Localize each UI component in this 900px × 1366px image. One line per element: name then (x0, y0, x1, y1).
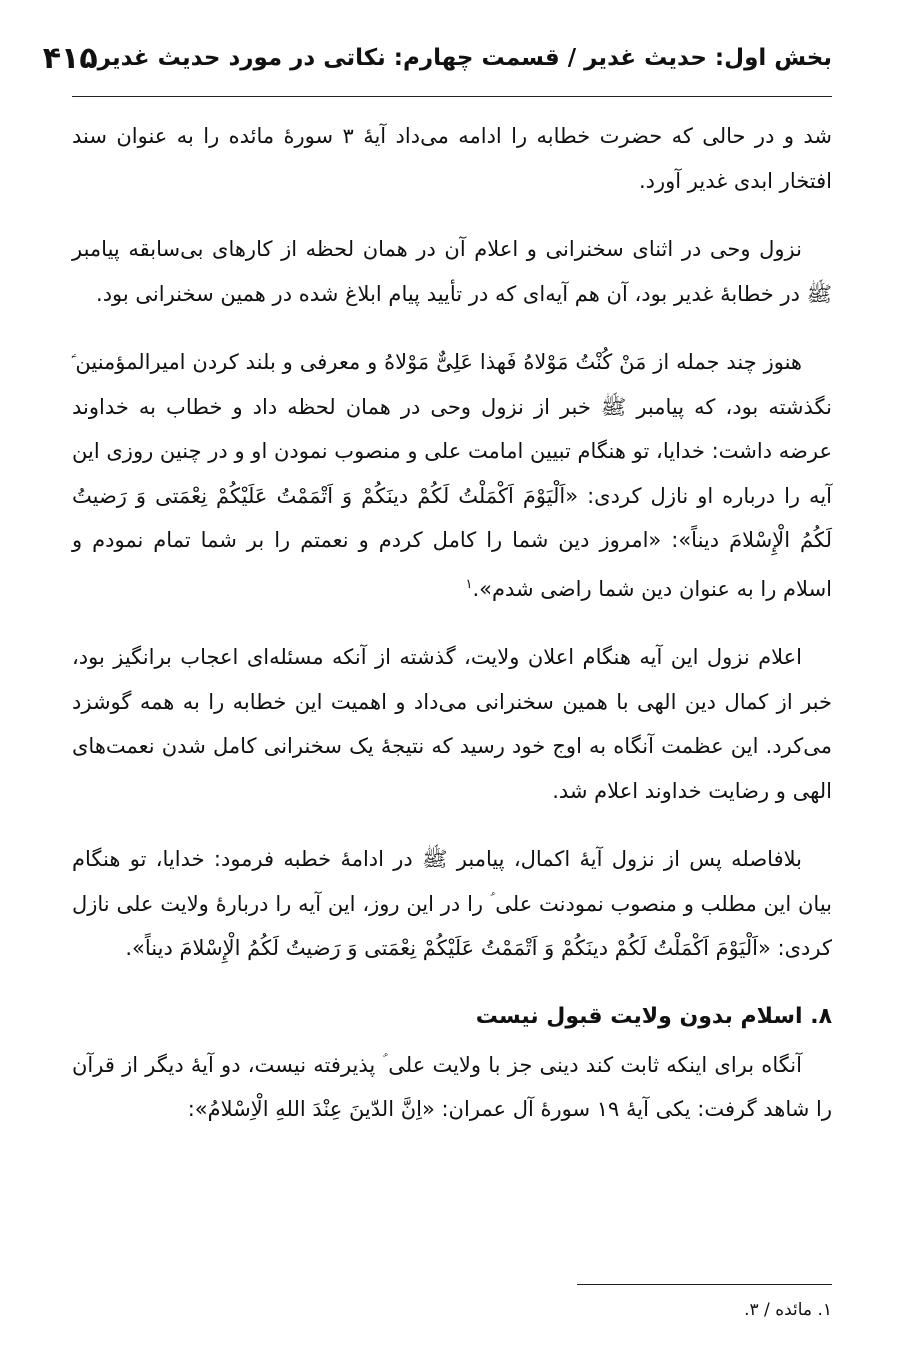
paragraph-2: نزول وحی در اثنای سخنرانی و اعلام آن در همان لحظه از کارهای بی‌سابقه پیامبر ﷺ در خطابۀ غدیر بود، آن هم آیه‌ای که در تأیید پیام ابلاغ شده در همین سخنرانی بود. (72, 237, 832, 306)
paragraph-4: اعلام نزول این آیه هنگام اعلان ولایت، گذشته از آنکه مسئله‌ای اعجاب برانگیز بود، خبر از کمال دین الهی با همین سخنرانی می‌داد و اهمیت این خطابه را به همه گوشزد می‌کرد. این عظمت آنگاه به اوج خود رسید که نتیجۀ یک سخنرانی کامل شدن نعمت‌های الهی و رضایت خداوند اعلام شد. (72, 645, 832, 803)
book-page (42, 0, 832, 1366)
paragraph-5: بلافاصله پس از نزول آیۀ اکمال، پیامبر ﷺ در ادامۀ خطبه فرمود: خدایا، تو هنگام بیان این مطلب و منصوب نمودنت علی ؑ را در این روز، این آیه را دربارۀ ولایت علی نازل کردی: «اَلْیَوْمَ اَکْمَلْتُ لَکُمْ دینَکُمْ وَ اَتْمَمْتُ عَلَیْکُمْ نِعْمَتی وَ رَضیتُ لَکُمُ الْإِسْلامَ دیناً». (72, 847, 832, 960)
section-paragraph: آنگاه برای اینکه ثابت کند دینی جز با ولایت علی ؑ پذیرفته نیست، دو آیۀ دیگر از قرآن را شاهد گرفت: یکی آیۀ ۱۹ سورۀ آل عمران: «اِنَّ الدّینَ عِنْدَ اللهِ الْاِسْلامُ»: (72, 1052, 832, 1121)
paragraph-3 (72, 340, 832, 611)
footnote-marker: ۱ (465, 576, 473, 592)
paragraph-1: شد و در حالی که حضرت خطابه را ادامه می‌داد آیۀ ۳ سورۀ مائده را به عنوان سند افتخار ابدی غدیر آورد. (72, 124, 832, 193)
page-body (72, 114, 832, 1156)
footnote: ۱. مائده / ۳. (744, 1300, 832, 1320)
section-heading: ۸. اسلام بدون ولایت قبول نیست (475, 1003, 832, 1029)
page-header (42, 38, 832, 78)
footnote-rule (577, 1284, 832, 1285)
running-title: بخش اول: حدیث غدیر / قسمت چهارم: نکاتی در مورد حدیث غدیر (97, 45, 832, 71)
header-rule (72, 96, 832, 97)
page-number: ۴۱۵ (42, 40, 98, 76)
paragraph-3-text: هنوز چند جمله از مَنْ کُنْتُ مَوْلاهُ فَهذا عَلِیٌّ مَوْلاهُ و معرفی و بلند کردن امیرالمؤمنین ؑ نگذشته بود، که پیامبر ﷺ خبر از نزول وحی در همان لحظه داد و خطاب به خداوند عرضه داشت: خدایا، تو هنگام تبیین امامت علی و منصوب نمودن او و در چنین روزی این آیه را درباره او نازل کردی: «اَلْیَوْمَ اَکْمَلْتُ لَکُمْ دینَکُمْ وَ اَتْمَمْتُ عَلَیْکُمْ نِعْمَتی وَ رَضیتُ لَکُمُ الْإِسْلامَ دیناً»: «امروز دین شما را کامل کردم و نعمتم را بر شما تمام نمودم و اسلام را به عنوان دین شما راضی شدم». (72, 350, 832, 601)
